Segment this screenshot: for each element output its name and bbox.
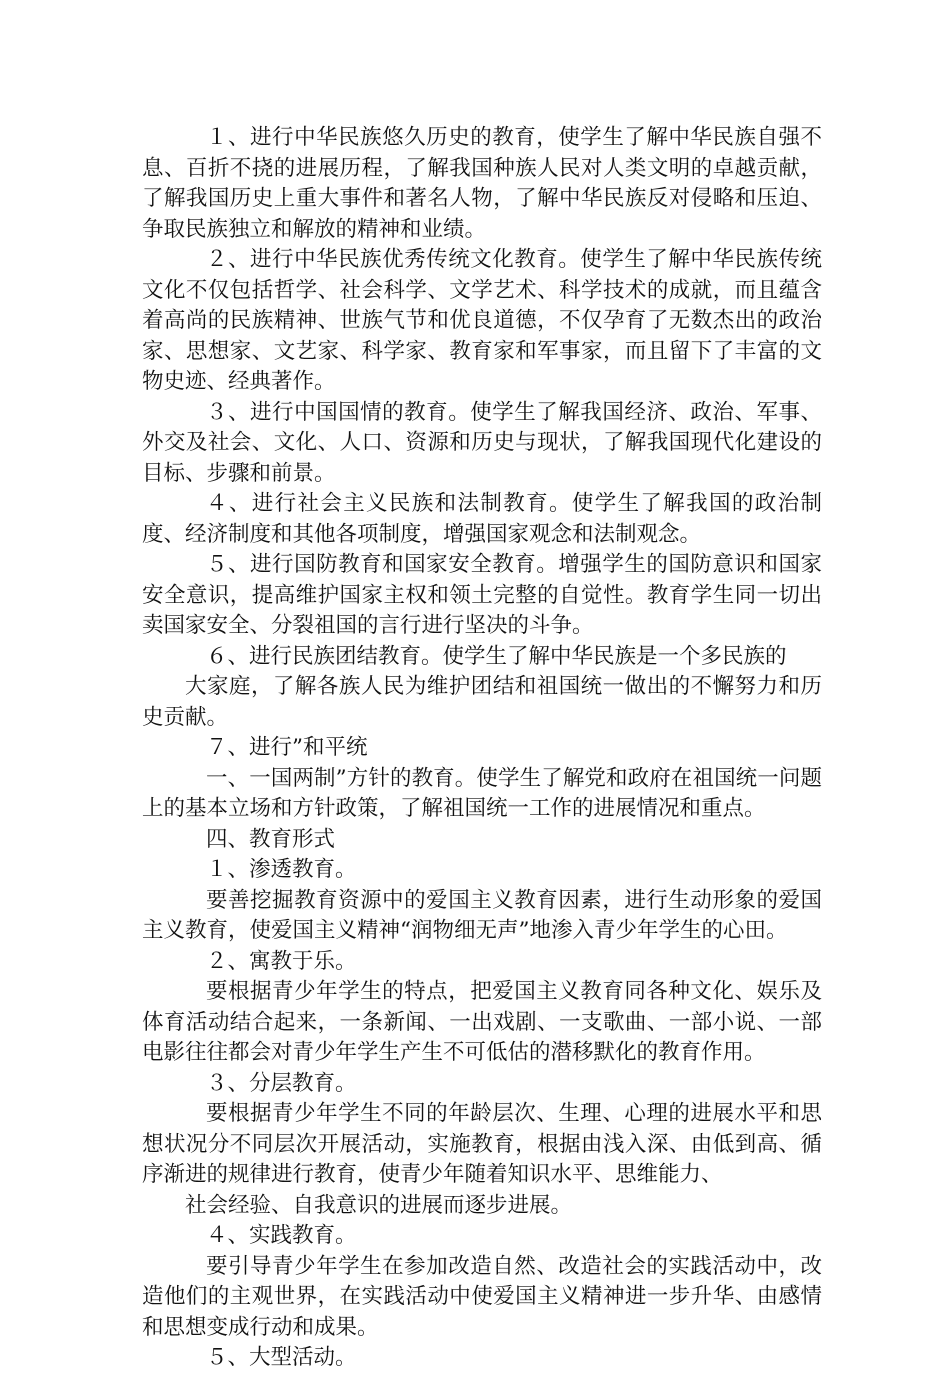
paragraph-history-education: １、进行中华民族悠久历史的教育，使学生了解中华民族自强不息、百折不挠的进展历程，了解我国种族人民对人类文明的卓越贡献，了解我国历史上重大事件和著名人物，了解中华民族反对侵略和压迫、争取民族独立和解放的精神和业绩。 — [142, 125, 822, 242]
item-heading-practice: ４、实践教育。 — [206, 1223, 357, 1248]
paragraph-layered: 要根据青少年学生不同的年龄层次、生理、心理的进展水平和思想状况分不同层次开展活动，实施教育，根据由浅入深、由低到高、循序渐进的规律进行教育，使青少年随着知识水平、思维能力、 — [142, 1101, 822, 1187]
paragraph-unity-continued: 大家庭，了解各族人民为维护团结和祖国统一做出的不懈努力和历史贡献。 — [142, 674, 822, 730]
paragraph-legal-education: ４、进行社会主义民族和法制教育。使学生了解我国的政治制度、经济制度和其他各项制度，增强国家观念和法制观念。 — [142, 491, 822, 547]
paragraph-one-country-two-systems: 一、一国两制”方针的教育。使学生了解党和政府在祖国统一问题上的基本立场和方针政策，了解祖国统一工作的进展情况和重点。 — [142, 765, 822, 821]
item-heading-large-activities: ５、大型活动。 — [206, 1345, 357, 1370]
item-heading-layered: ３、分层教育。 — [206, 1070, 357, 1096]
section-heading-education-forms: 四、教育形式 — [206, 826, 336, 852]
paragraph-peaceful-reunification: ７、进行”和平统 — [206, 735, 368, 760]
paragraph-permeation: 要善挖掘教育资源中的爱国主义教育因素，进行生动形象的爱国主义教育，使爱国主义精神“润物细无声”地渗入青少年学生的心田。 — [142, 887, 822, 943]
paragraph-defense-education: ５、进行国防教育和国家安全教育。增强学生的国防意识和国家安全意识，提高维护国家主权和领土完整的自觉性。教育学生同一切出卖国家安全、分裂祖国的言行进行坚决的斗争。 — [142, 552, 822, 638]
paragraph-culture-education: ２、进行中华民族优秀传统文化教育。使学生了解中华民族传统文化不仅包括哲学、社会科学、文学艺术、科学技术的成就，而且蕴含着高尚的民族精神、世族气节和优良道德，不仅孕育了无数杰出的政治家、思想家、文艺家、科学家、教育家和军事家，而且留下了丰富的文物史迹、经典著作。 — [142, 247, 822, 394]
paragraph-entertainment: 要根据青少年学生的特点，把爱国主义教育同各种文化、娱乐及体育活动结合起来，一条新闻、一出戏剧、一支歌曲、一部小说、一部电影往往都会对青少年学生产生不可低估的潜移默化的教育作用。 — [142, 979, 822, 1065]
paragraph-layered-continued: 社会经验、自我意识的进展而逐步进展。 — [185, 1192, 573, 1218]
paragraph-practice: 要引导青少年学生在参加改造自然、改造社会的实践活动中，改造他们的主观世界，在实践活动中使爱国主义精神进一步升华、由感情和思想变成行动和成果。 — [142, 1253, 822, 1340]
paragraph-unity-education: ６、进行民族团结教育。使学生了解中华民族是一个多民族的 — [206, 643, 787, 669]
document-body — [142, 123, 822, 1374]
paragraph-national-conditions: ３、进行中国国情的教育。使学生了解我国经济、政治、军事、外交及社会、文化、人口、资源和历史与现状，了解我国现代化建设的目标、步骤和前景。 — [142, 399, 822, 486]
item-heading-entertainment: ２、寓教于乐。 — [206, 948, 357, 974]
item-heading-permeation: １、渗透教育。 — [206, 857, 357, 882]
